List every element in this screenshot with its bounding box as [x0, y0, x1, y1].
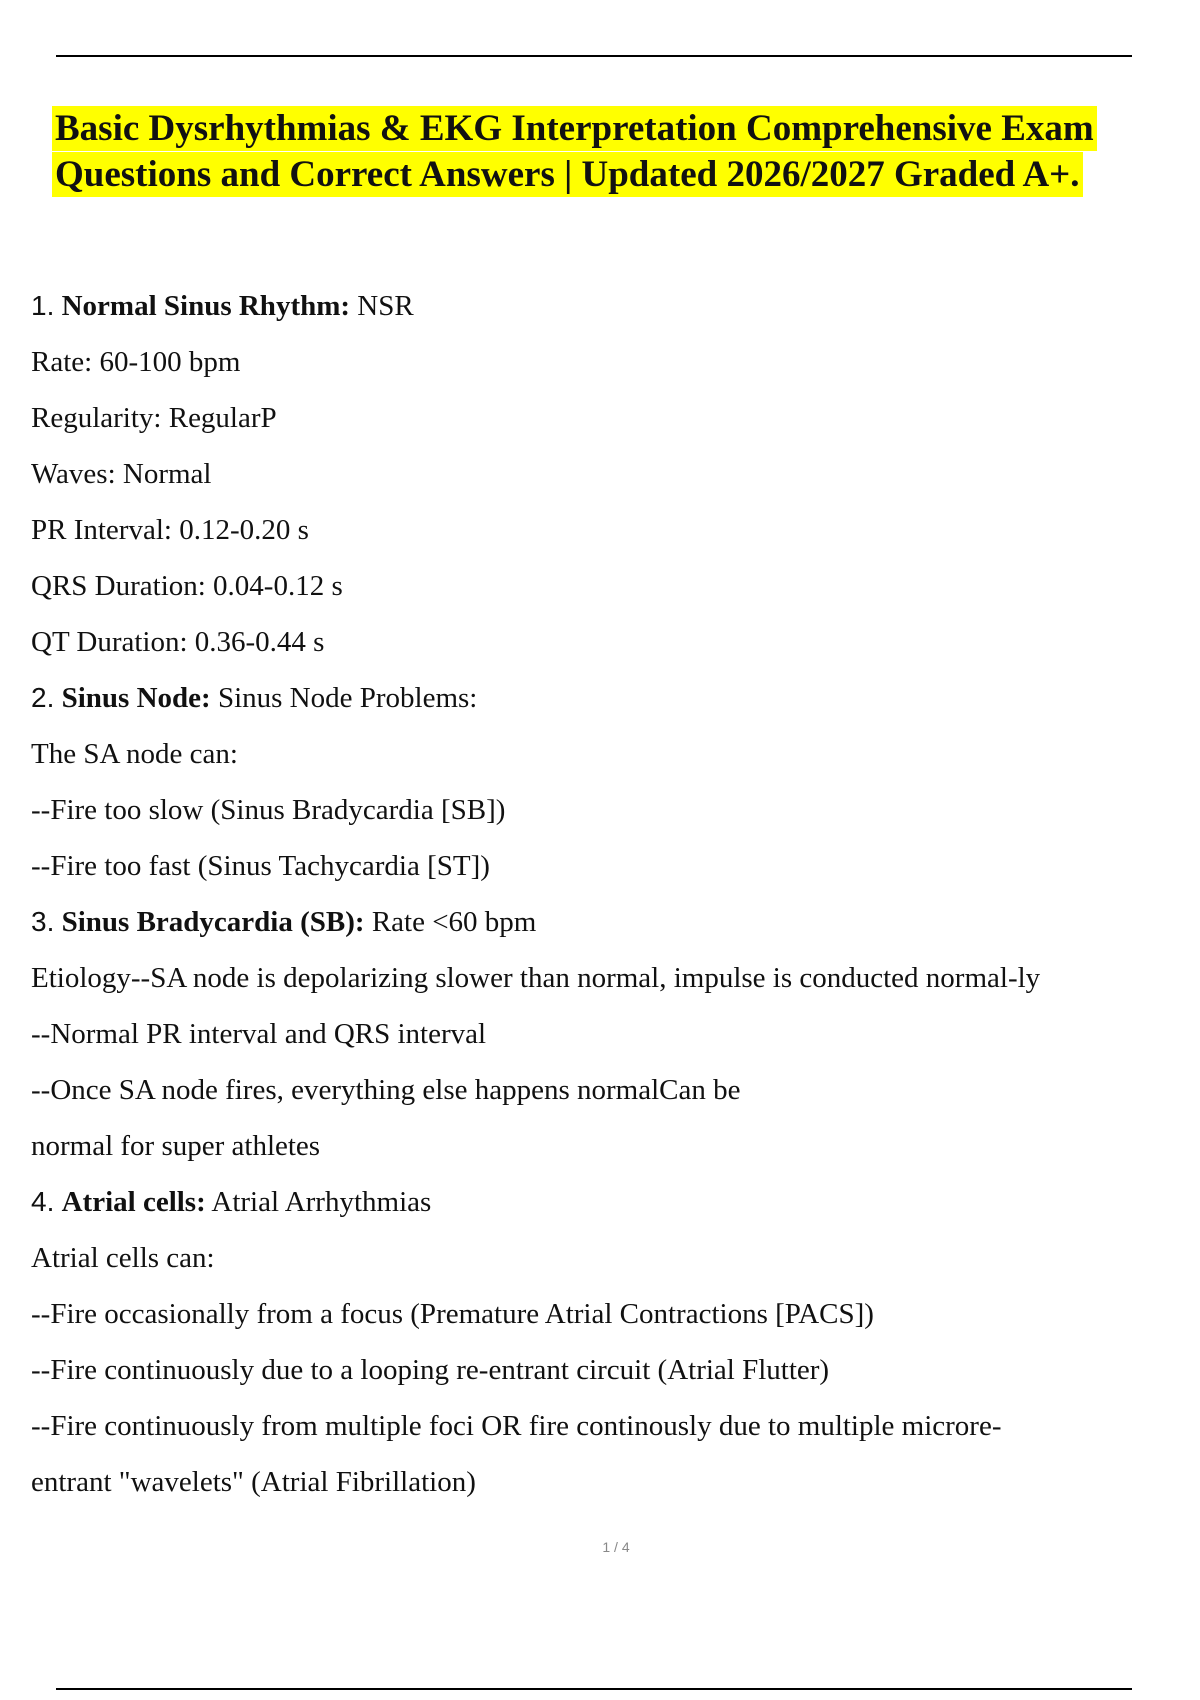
title-line-2: Questions and Correct Answers | Updated 2026/2027 Graded A+. [52, 152, 1083, 197]
entry-line: normal for super athletes [31, 1130, 321, 1162]
entry-line: Regularity: RegularP [31, 402, 277, 434]
entry-heading: 2. Sinus Node: Sinus Node Problems: [31, 682, 478, 714]
entry-line: --Fire too slow (Sinus Bradycardia [SB]) [31, 794, 506, 826]
entry-line: entrant "wavelets" (Atrial Fibrillation) [31, 1466, 476, 1498]
entry-line: The SA node can: [31, 738, 238, 770]
qa-content [31, 286, 1171, 1518]
entry-heading: 1. Normal Sinus Rhythm: NSR [31, 290, 414, 322]
entry-line: --Fire too fast (Sinus Tachycardia [ST]) [31, 850, 490, 882]
entry-line: --Normal PR interval and QRS interval [31, 1018, 487, 1050]
entry-line: QT Duration: 0.36-0.44 s [31, 626, 325, 658]
entry-line: --Once SA node fires, everything else happens normalCan be [31, 1074, 741, 1106]
entry-line: Rate: 60-100 bpm [31, 346, 241, 378]
title-line-1: Basic Dysrhythmias & EKG Interpretation Comprehensive Exam [52, 106, 1097, 151]
top-rule [56, 55, 1132, 57]
entry-line: Waves: Normal [31, 458, 212, 490]
page-indicator: 1 / 4 [602, 1539, 630, 1555]
entry-line: --Fire continuously due to a looping re-entrant circuit (Atrial Flutter) [31, 1354, 830, 1386]
bottom-rule [56, 1688, 1132, 1690]
entry-line: --Fire occasionally from a focus (Premature Atrial Contractions [PACS]) [31, 1298, 874, 1330]
entry-heading: 4. Atrial cells: Atrial Arrhythmias [31, 1186, 432, 1218]
entry-line: QRS Duration: 0.04-0.12 s [31, 570, 343, 602]
entry-line: Atrial cells can: [31, 1242, 215, 1274]
entry-line: --Fire continuously from multiple foci OR fire continously due to multiple microre- [31, 1410, 1002, 1442]
document-title [52, 106, 1177, 198]
entry-line: PR Interval: 0.12-0.20 s [31, 514, 309, 546]
entry-line: Etiology--SA node is depolarizing slower than normal, impulse is conducted normal-ly [31, 962, 1041, 994]
entry-heading: 3. Sinus Bradycardia (SB): Rate <60 bpm [31, 906, 537, 938]
